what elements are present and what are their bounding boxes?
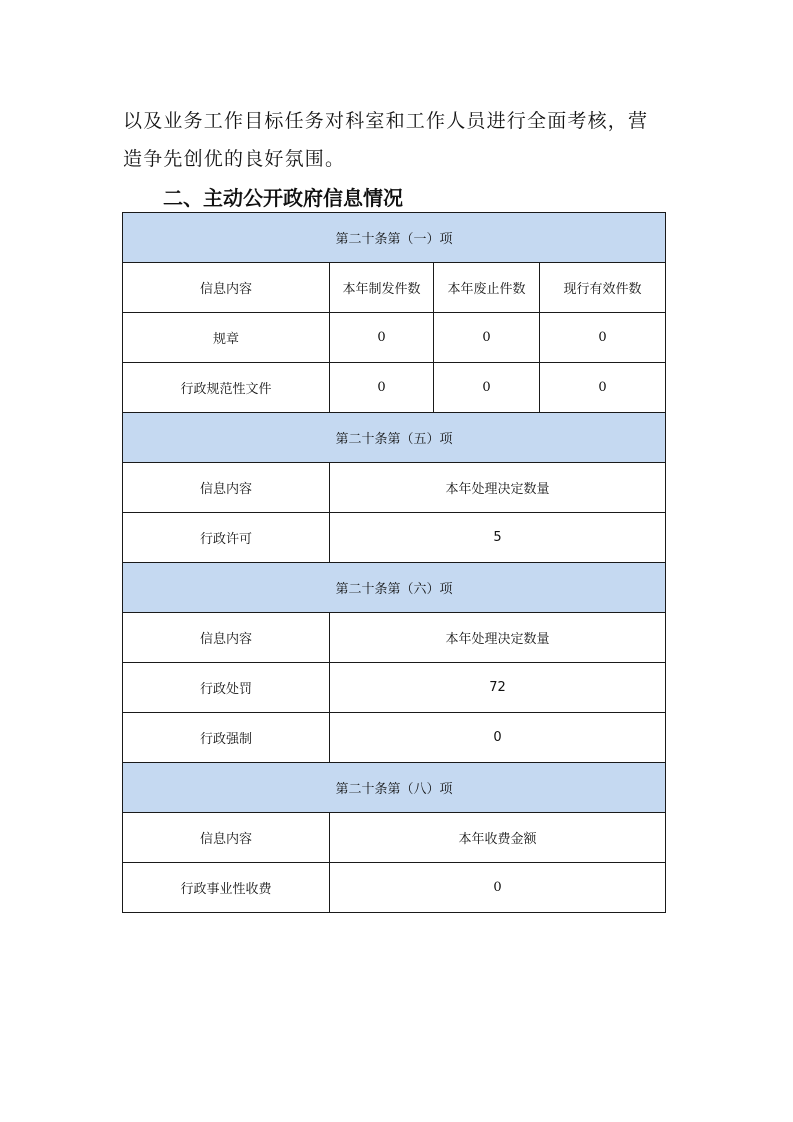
row-label: 行政许可 xyxy=(123,513,330,563)
body-paragraph-line-2: 造争先创优的良好氛围。 xyxy=(123,148,346,170)
cell-value: 0 xyxy=(330,313,434,363)
row-label: 行政事业性收费 xyxy=(123,863,330,913)
column-header: 信息内容 xyxy=(123,263,330,313)
cell-value: 0 xyxy=(330,713,666,763)
column-header: 信息内容 xyxy=(123,463,330,513)
row-label: 行政强制 xyxy=(123,713,330,763)
row-label: 规章 xyxy=(123,313,330,363)
section-title: 第二十条第（五）项 xyxy=(123,413,666,463)
row-label: 行政处罚 xyxy=(123,663,330,713)
section-title: 第二十条第（一）项 xyxy=(123,213,666,263)
section-title: 第二十条第（八）项 xyxy=(123,763,666,813)
cell-value: 0 xyxy=(434,313,540,363)
section-title: 第二十条第（六）项 xyxy=(123,563,666,613)
section-heading: 二、主动公开政府信息情况 xyxy=(163,186,403,210)
column-header: 信息内容 xyxy=(123,613,330,663)
row-label: 行政规范性文件 xyxy=(123,363,330,413)
cell-value: 0 xyxy=(434,363,540,413)
table-row xyxy=(123,313,666,363)
table-row xyxy=(123,863,666,913)
table-row xyxy=(123,663,666,713)
column-header: 本年制发件数 xyxy=(330,263,434,313)
table-row xyxy=(123,513,666,563)
cell-value: 0 xyxy=(330,363,434,413)
disclosure-table xyxy=(122,212,666,913)
table-header-row xyxy=(123,613,666,663)
table-row xyxy=(123,713,666,763)
column-header: 本年收费金额 xyxy=(330,813,666,863)
column-header: 本年废止件数 xyxy=(434,263,540,313)
table-row xyxy=(123,363,666,413)
section-header-row xyxy=(123,563,666,613)
cell-value: 0 xyxy=(330,863,666,913)
section-header-row xyxy=(123,413,666,463)
table-header-row xyxy=(123,813,666,863)
column-header: 本年处理决定数量 xyxy=(330,613,666,663)
column-header: 现行有效件数 xyxy=(540,263,666,313)
body-paragraph-line-1: 以及业务工作目标任务对科室和工作人员进行全面考核，营 xyxy=(123,110,649,132)
table-header-row xyxy=(123,263,666,313)
column-header: 信息内容 xyxy=(123,813,330,863)
cell-value: 72 xyxy=(330,663,666,713)
cell-value: 0 xyxy=(540,313,666,363)
section-header-row xyxy=(123,213,666,263)
column-header: 本年处理决定数量 xyxy=(330,463,666,513)
section-header-row xyxy=(123,763,666,813)
cell-value: 5 xyxy=(330,513,666,563)
cell-value: 0 xyxy=(540,363,666,413)
table-header-row xyxy=(123,463,666,513)
